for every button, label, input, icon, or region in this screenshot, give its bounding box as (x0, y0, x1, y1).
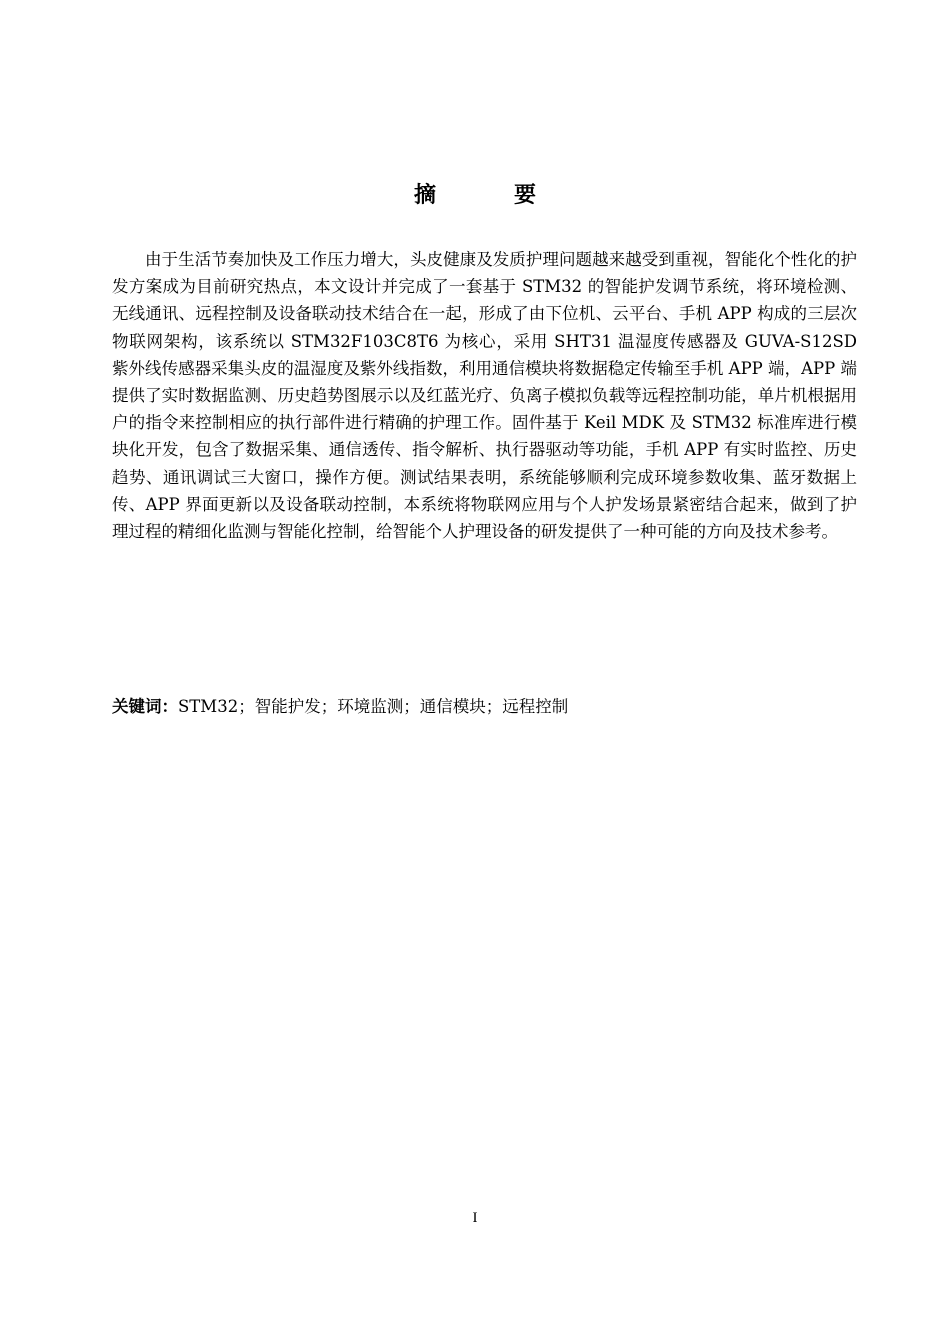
keywords-label: 关键词： (112, 697, 178, 716)
abstract-paragraph: 由于生活节奏加快及工作压力增大，头皮健康及发质护理问题越来越受到重视，智能化个性化的护发方案成为目前研究热点，本文设计并完成了一套基于 STM32 的智能护发调节系统，将环境检测、无线通讯、远程控制及设备联动技术结合在一起，形成了由下位机、云平台、手机 APP 构成的三层次物联网架构，该系统以 STM32F103C8T6 为核心，采用 SHT31 温湿度传感器及 GUVA-S12SD 紫外线传感器采集头皮的温湿度及紫外线指数，利用通信模块将数据稳定传输至手机 APP 端，APP 端提供了实时数据监测、历史趋势图展示以及红蓝光疗、负离子模拟负载等远程控制功能，单片机根据用户的指令来控制相应的执行部件进行精确的护理工作。固件基于 Keil MDK 及 STM32 标准库进行模块化开发，包含了数据采集、通信透传、指令解析、执行器驱动等功能，手机 APP 有实时监控、历史趋势、通讯调试三大窗口，操作方便。测试结果表明，系统能够顺利完成环境参数收集、蓝牙数据上传、APP 界面更新以及设备联动控制，本系统将物联网应用与个人护发场景紧密结合起来，做到了护理过程的精细化监测与智能化控制，给智能个人护理设备的研发提供了一种可能的方向及技术参考。 (112, 250, 857, 542)
page-title: 摘 要 (413, 183, 564, 208)
keywords-text: STM32；智能护发；环境监测；通信模块；远程控制 (178, 697, 569, 716)
keywords-line (112, 693, 857, 720)
page-number: I (472, 1210, 478, 1226)
